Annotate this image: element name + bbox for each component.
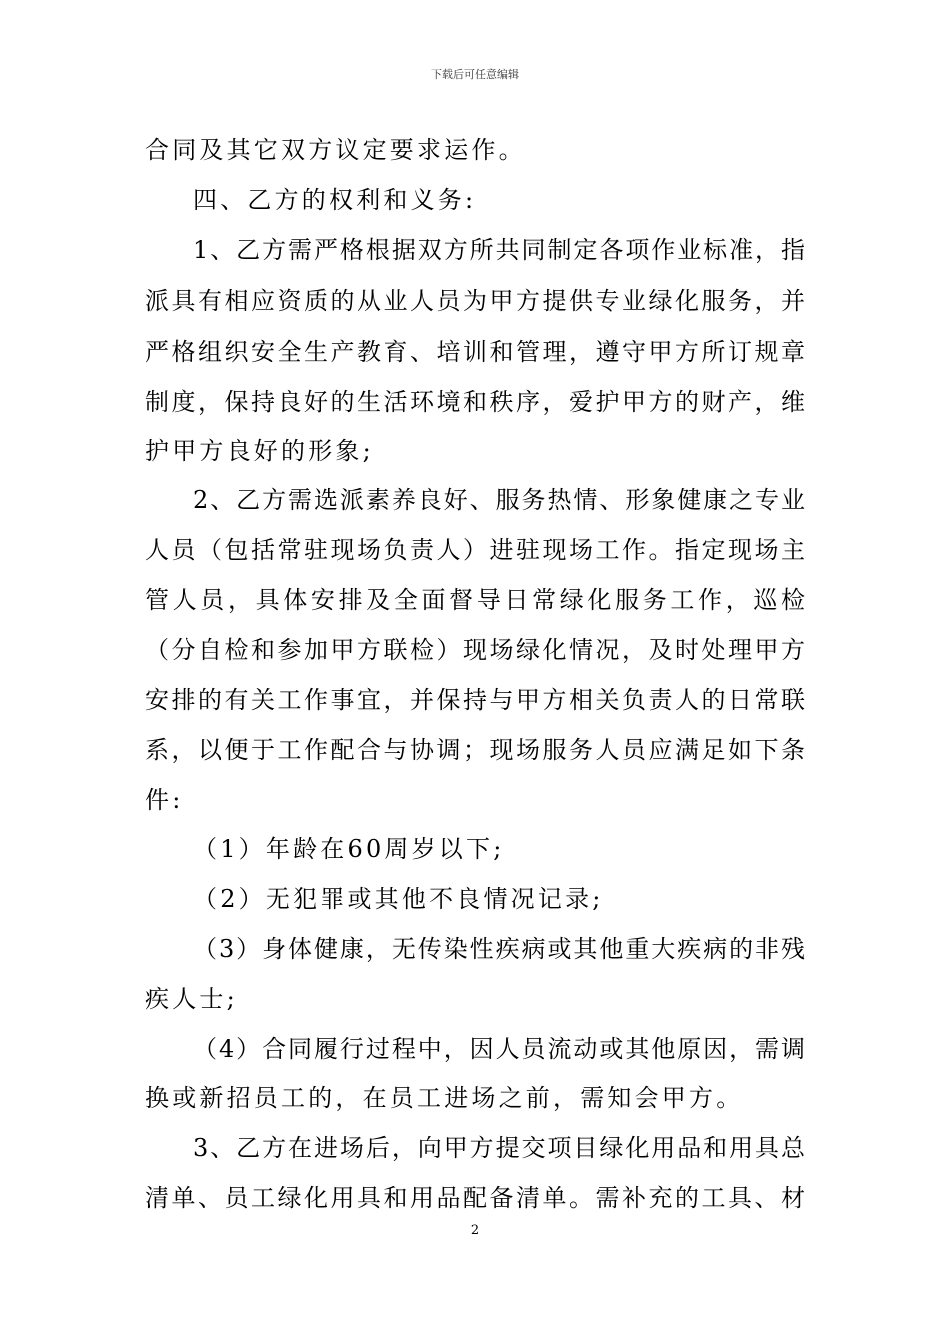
text-line: 换或新招员工的，在员工进场之前，需知会甲方。 (145, 1084, 744, 1112)
section-heading: 四、乙方的权利和义务: (193, 186, 477, 214)
text-line: 合同及其它双方议定要求运作。 (145, 136, 526, 164)
text-line: 派具有相应资质的从业人员为甲方提供专业绿化服务，并 (145, 287, 805, 315)
text-line: 安排的有关工作事宜，并保持与甲方相关负责人的日常联 (145, 686, 805, 714)
text-line: 件: (145, 786, 184, 814)
list-item: （3）身体健康，无传染性疾病或其他重大疾病的非残 (193, 935, 805, 963)
text-line: 清单、员工绿化用具和用品配备清单。需补充的工具、材 (145, 1184, 805, 1212)
text-line: 护甲方良好的形象; (145, 437, 374, 465)
text-line: 2、乙方需选派素养良好、服务热情、形象健康之专业 (193, 486, 805, 514)
text-line: （分自检和参加甲方联检）现场绿化情况，及时处理甲方 (145, 636, 805, 664)
text-line: 1、乙方需严格根据双方所共同制定各项作业标准，指 (193, 236, 805, 264)
text-line: 疾人士; (145, 985, 238, 1013)
text-line: 3、乙方在进场后，向甲方提交项目绿化用品和用具总 (193, 1134, 805, 1162)
list-item: （1）年龄在60周岁以下; (193, 835, 505, 863)
list-item: （4）合同履行过程中，因人员流动或其他原因，需调 (193, 1035, 805, 1063)
text-line: 人员（包括常驻现场负责人）进驻现场工作。指定现场主 (145, 536, 805, 564)
page-number: 2 (470, 1223, 480, 1238)
header-note: 下载后可任意编辑 (431, 68, 519, 81)
text-line: 严格组织安全生产教育、培训和管理，遵守甲方所订规章 (145, 338, 805, 366)
text-line: 系，以便于工作配合与协调；现场服务人员应满足如下条 (145, 736, 805, 764)
text-line: 管人员，具体安排及全面督导日常绿化服务工作，巡检 (145, 586, 805, 614)
text-line: 制度，保持良好的生活环境和秩序，爱护甲方的财产，维 (145, 388, 805, 416)
list-item: （2）无犯罪或其他不良情况记录; (193, 885, 604, 913)
